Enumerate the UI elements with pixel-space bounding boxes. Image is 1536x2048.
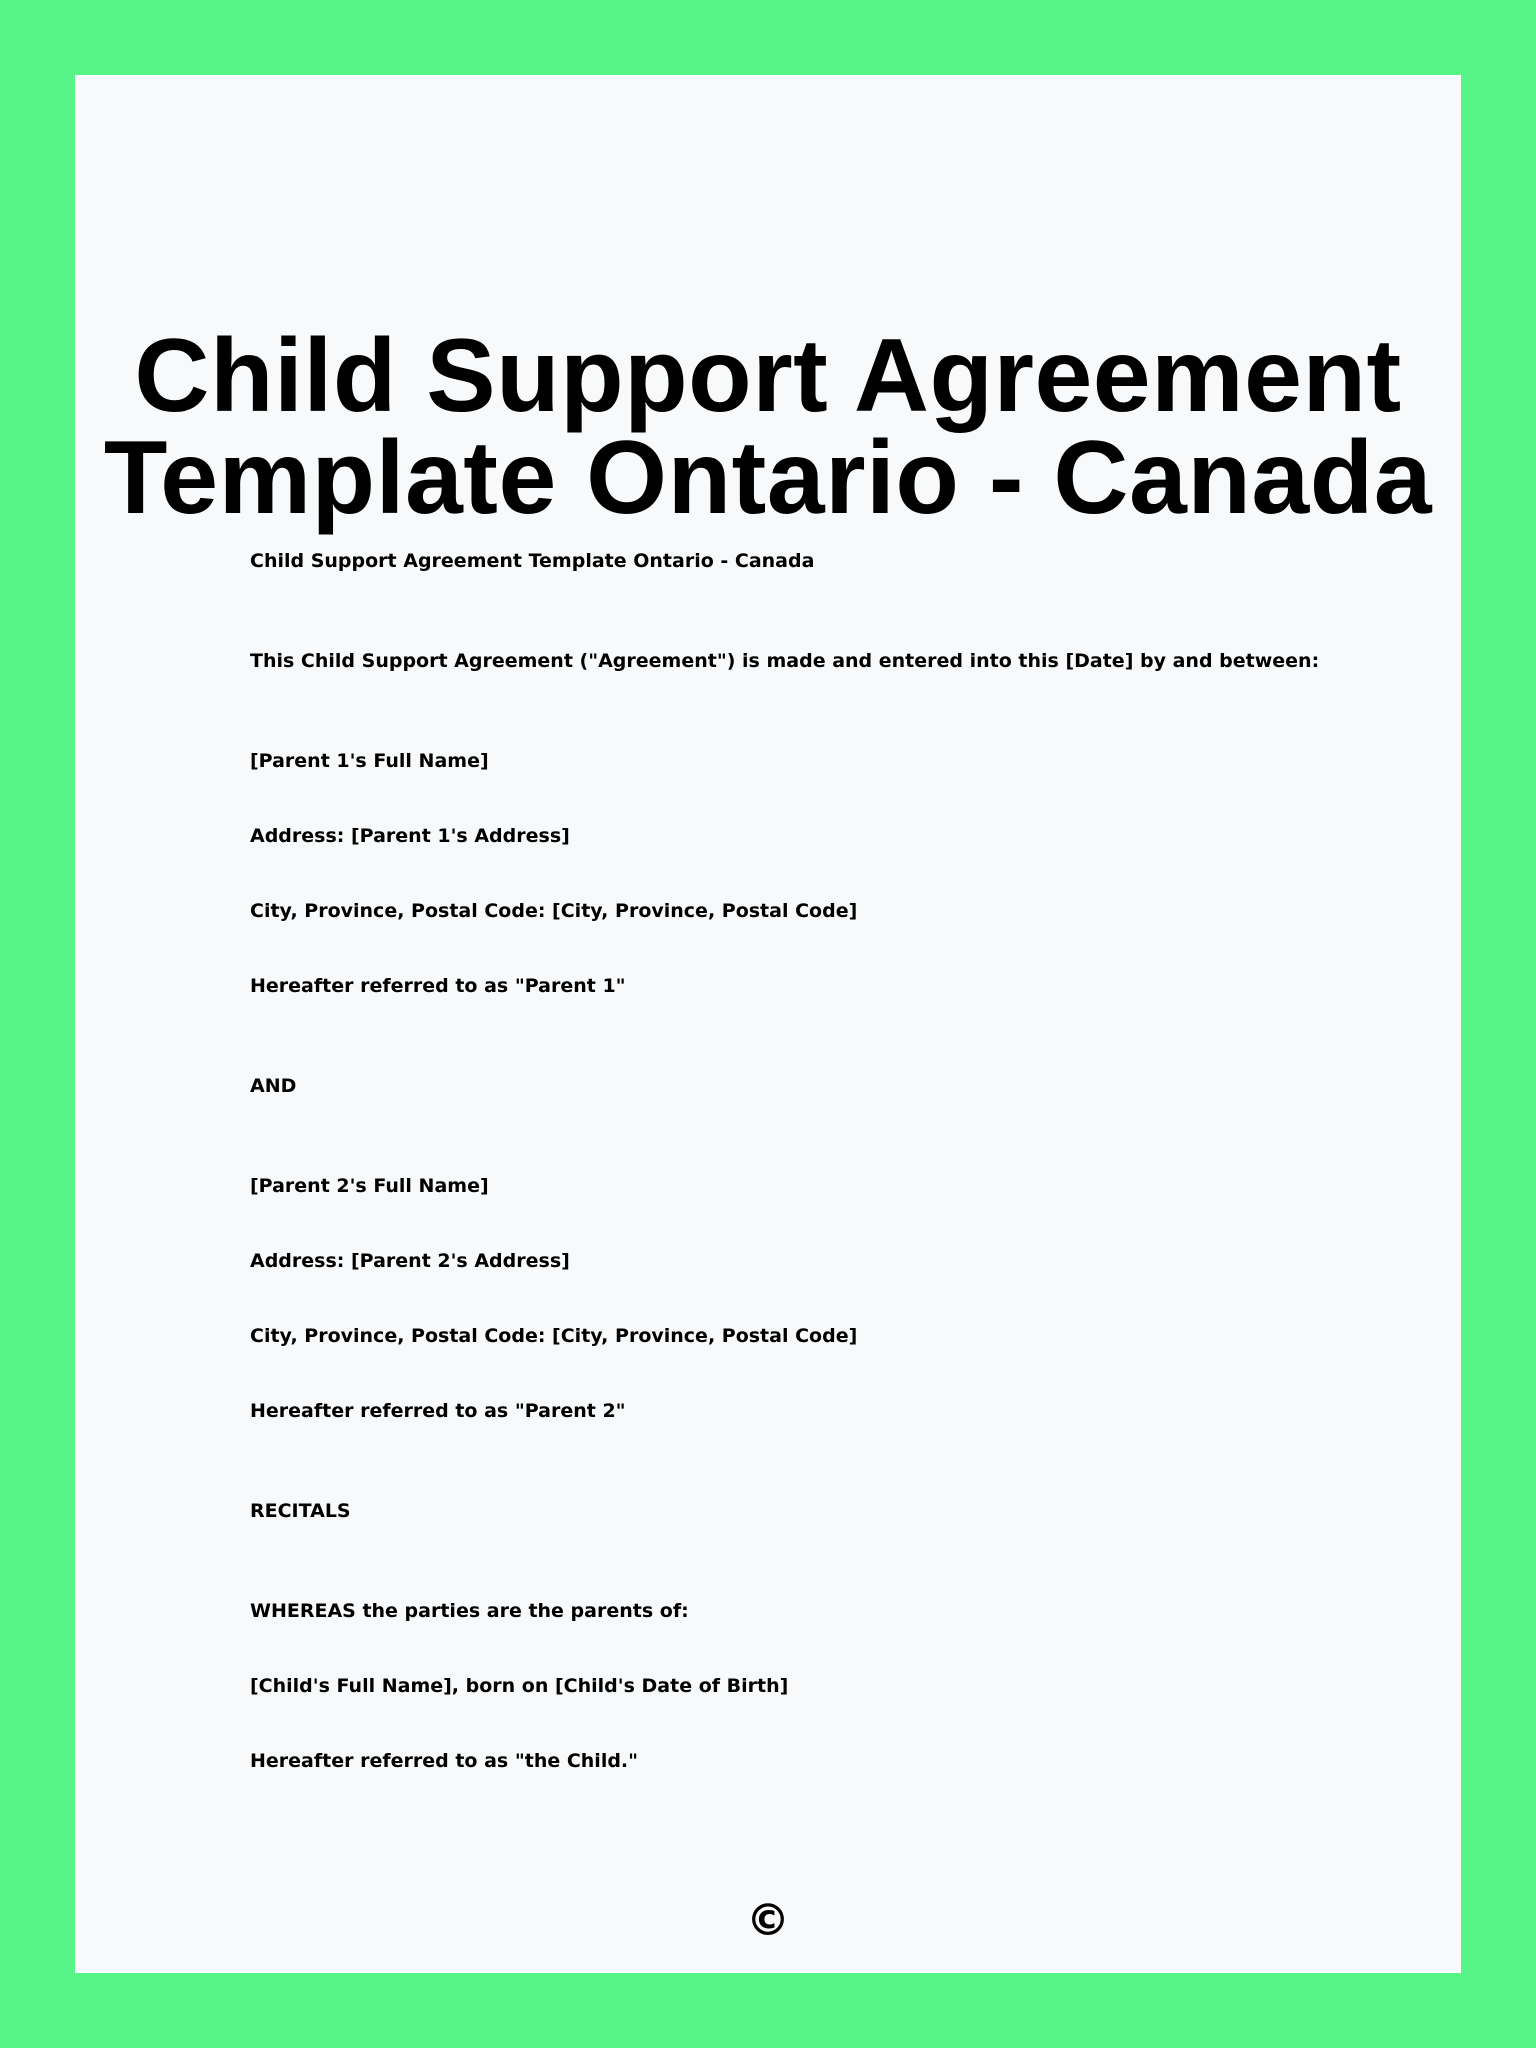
parent1-address: Address: [Parent 1's Address] [250, 825, 570, 847]
parent2-address: Address: [Parent 2's Address] [250, 1250, 570, 1272]
document-title-line-1: Child Support Agreement [134, 318, 1402, 434]
document-title-line-2: Template Ontario - Canada [103, 420, 1433, 536]
parent1-name: [Parent 1's Full Name] [250, 750, 489, 772]
parent2-name: [Parent 2's Full Name] [250, 1175, 489, 1197]
document-title [75, 318, 1461, 536]
whereas-clause: WHEREAS the parties are the parents of: [250, 1600, 689, 1622]
document-page [75, 75, 1461, 1973]
parent2-reference: Hereafter referred to as "Parent 2" [250, 1400, 626, 1422]
child-details: [Child's Full Name], born on [Child's Date of Birth] [250, 1675, 789, 1697]
parent1-city: City, Province, Postal Code: [City, Province, Postal Code] [250, 900, 858, 922]
copyright-icon: © [746, 1895, 790, 1946]
agreement-intro: This Child Support Agreement ("Agreement") is made and entered into this [Date] by and between: [250, 650, 1320, 672]
child-reference: Hereafter referred to as "the Child." [250, 1750, 639, 1772]
parent1-reference: Hereafter referred to as "Parent 1" [250, 975, 626, 997]
body-heading: Child Support Agreement Template Ontario - Canada [250, 550, 815, 572]
recitals-heading: RECITALS [250, 1500, 351, 1522]
and-separator: AND [250, 1075, 297, 1097]
parent2-city: City, Province, Postal Code: [City, Province, Postal Code] [250, 1325, 858, 1347]
